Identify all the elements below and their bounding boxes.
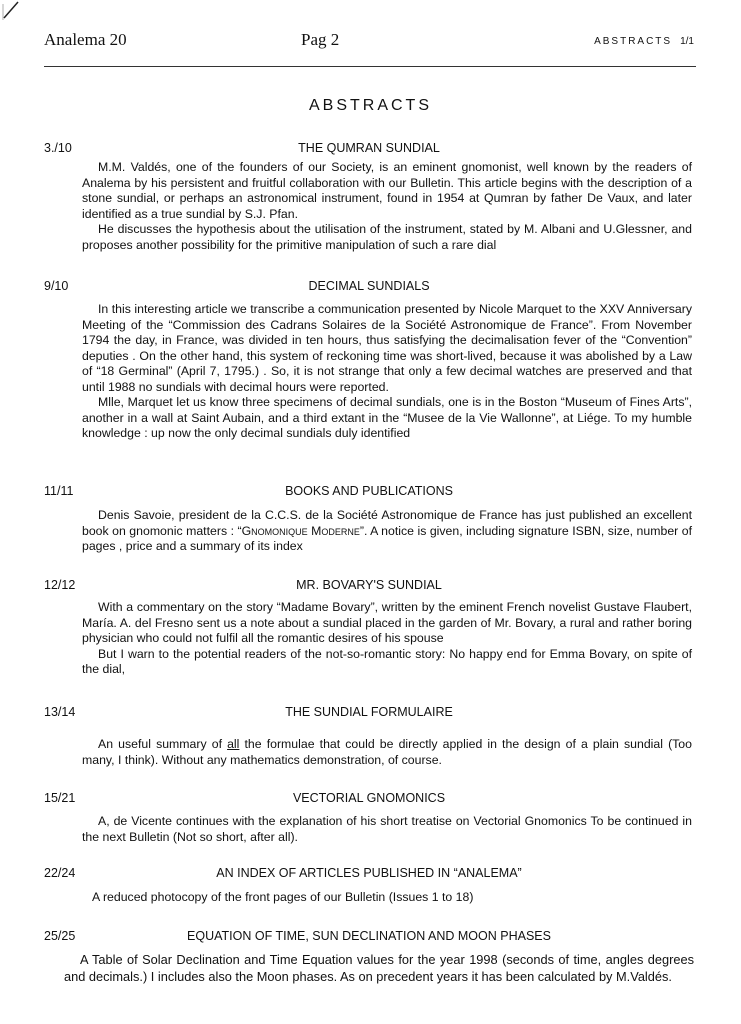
journal-title: Analema 20 xyxy=(44,30,127,49)
article-body xyxy=(82,302,692,442)
article-title: BOOKS AND PUBLICATIONS xyxy=(285,484,453,498)
paragraph: Denis Savoie, president de la C.C.S. de la Société Astronomique de France has just published an excellent book on gnomonic matters : “Gnomonique Moderne”. A notice is given, including signature ISBN, size, number of pages , price and a summary of its index xyxy=(82,508,692,553)
article-pages: 9/10 xyxy=(44,279,69,293)
article-title: AN INDEX OF ARTICLES PUBLISHED IN “ANALEMA” xyxy=(216,866,522,880)
paragraph: An useful summary of all the formulae that could be directly applied in the design of a plain sundial (Too many, I think). Without any mathematics demonstration, of course. xyxy=(82,737,692,767)
article-pages: 15/21 xyxy=(44,791,76,805)
paragraph: With a commentary on the story “Madame Bovary”, written by the eminent French novelist Gustave Flaubert, María. A. del Fresno sent us a note about a sundial placed in the garden of Mr. Bovary, a rural and rather boring physician who could not fulfil all the romantic desires of his spouse xyxy=(82,600,692,645)
section-pages: 1/1 xyxy=(680,36,694,47)
article-title: THE SUNDIAL FORMULAIRE xyxy=(285,705,453,719)
article-title: DECIMAL SUNDIALS xyxy=(308,279,430,293)
article-pages: 22/24 xyxy=(44,866,76,880)
emphasis-all: all xyxy=(227,737,240,751)
article-pages: 13/14 xyxy=(44,705,76,719)
pen-mark-icon xyxy=(2,0,22,20)
paragraph: But I warn to the potential readers of the not-so-romantic story: No happy end for Emma Bovary, on spite of the dial, xyxy=(82,646,692,676)
section-name: ABSTRACTS xyxy=(594,36,673,47)
article-title: EQUATION OF TIME, SUN DECLINATION AND MOON PHASES xyxy=(187,929,551,943)
page-header xyxy=(44,30,694,54)
paragraph: A reduced photocopy of the front pages of our Bulletin (Issues 1 to 18) xyxy=(92,890,474,904)
article-body xyxy=(64,951,694,985)
article-title: THE QUMRAN SUNDIAL xyxy=(298,141,440,155)
section-label xyxy=(594,36,694,47)
article-body xyxy=(82,814,692,845)
article-pages: 25/25 xyxy=(44,929,76,943)
article-pages: 11/11 xyxy=(44,484,74,498)
article-pages: 3./10 xyxy=(44,141,72,155)
article-title: VECTORIAL GNOMONICS xyxy=(292,791,446,805)
header-rule xyxy=(44,66,696,67)
article-title: MR. BOVARY'S SUNDIAL xyxy=(296,578,442,592)
paragraph: A, de Vicente continues with the explanation of his short treatise on Vectorial Gnomonics To be continued in the next Bulletin (Not so short, after all). xyxy=(82,814,692,844)
paragraph: A Table of Solar Declination and Time Equation values for the year 1998 (seconds of time, angles degrees and decimals.) I includes also the Moon phases. As on precedent years it has been calculated by M.Valdés. xyxy=(64,952,694,984)
article-body xyxy=(76,890,686,906)
book-title: Gnomonique Moderne xyxy=(241,523,360,538)
article-body xyxy=(82,600,692,678)
paragraph: In this interesting article we transcribe a communication presented by Nicole Marquet to the XXV Anniversary Meeting of the “Commission des Cadrans Solaires de la Société Astronomique de France”. From November 1794 the day, in France, was divided in ten hours, thus satisfying the decimalisation fever of the “Convention” deputies . On the other hand, this system of reckoning time was short-lived, because it was abolished by a Law of “18 Germinal” (April 7, 1795.) . So, it is not strange that only a few decimal watches are preserved and that until 1988 no sundials with decimal hours were reported. xyxy=(82,302,692,394)
paragraph: M.M. Valdés, one of the founders of our Society, is an eminent gnomonist, well known by the readers of Analema by his persistent and fruitful collaboration with our Bulletin. This article begins with the description of a stone sundial, or perhaps an astronomical instrument, found in 1954 at Qumran by father De Vaux, and later identified as a true sundial by S.J. Pfan. xyxy=(82,160,692,221)
paragraph: Mlle, Marquet let us know three specimens of decimal sundials, one is in the Boston “Museum of Fines Arts”, another in a wall at Saint Aubain, and a third extant in the “Musee de la Vie Wallonne”, at Liége. To my humble knowledge : up now the only decimal sundials duly identified xyxy=(82,395,692,440)
paragraph: He discusses the hypothesis about the utilisation of the instrument, stated by M. Albani and U.Glessner, and proposes another possibility for the primitive manipulation of such a rare dial xyxy=(82,222,692,252)
article-pages: 12/12 xyxy=(44,578,76,592)
article-body xyxy=(82,160,692,253)
article-body xyxy=(82,737,692,768)
page-number: Pag 2 xyxy=(301,30,340,49)
article-body xyxy=(82,508,692,555)
page-title: ABSTRACTS xyxy=(308,97,432,114)
